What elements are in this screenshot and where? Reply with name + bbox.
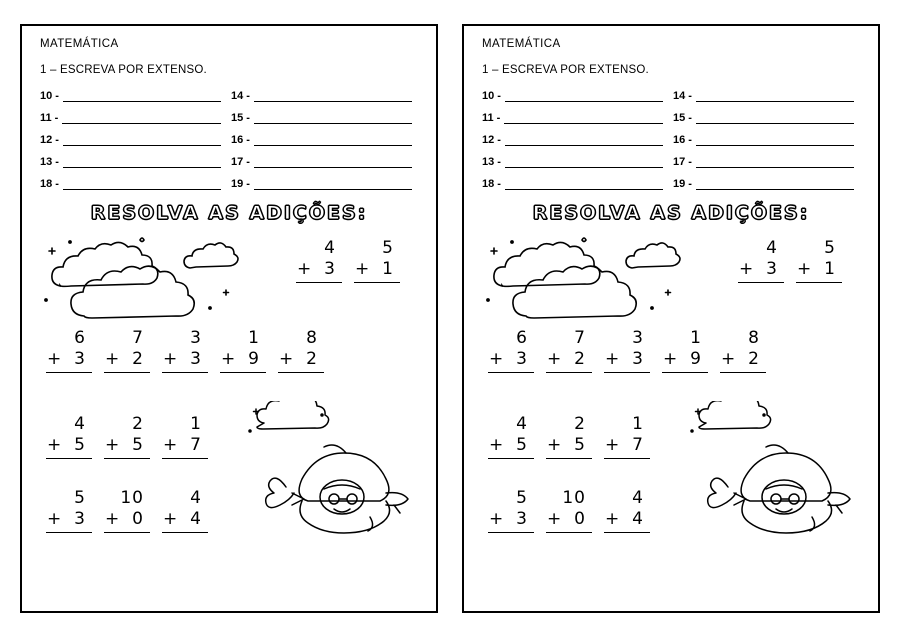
plus-sign: + [739,259,755,280]
answer-line[interactable] [63,91,221,102]
addend-value: 4 [632,509,644,530]
addition-problem[interactable] [488,414,534,459]
activity-title: RESOLVA AS ADIÇÕES: [90,202,368,224]
write-out-cell [231,156,422,168]
addition-problem[interactable] [220,328,266,373]
addend-top: 2 [574,414,586,434]
addition-problem[interactable] [46,414,92,459]
answer-line[interactable] [505,135,663,146]
answer-line[interactable] [696,113,854,124]
addend-top: 1 [690,328,702,348]
subject-heading: MATEMÁTICA [40,38,119,50]
answer-line[interactable] [696,157,854,168]
addend-top: 7 [574,328,586,348]
addend-bottom [104,435,150,458]
addend-value: 4 [190,509,202,530]
addition-problem[interactable] [104,488,150,533]
write-out-label: 15 - [673,112,692,124]
addend-bottom [104,349,150,372]
addend-value: 2 [306,349,318,370]
addition-problem[interactable] [162,328,208,373]
addition-row [46,488,220,533]
write-out-label: 18 - [482,178,501,190]
addend-bottom [546,435,592,458]
addend-bottom [796,259,842,282]
addend-bottom [162,435,208,458]
write-out-cell [231,134,422,146]
addend-value: 3 [190,349,202,370]
addend-bottom [46,435,92,458]
answer-line[interactable] [505,91,663,102]
addend-bottom [720,349,766,372]
plus-sign: + [663,349,679,370]
plus-sign: + [489,349,505,370]
plus-sign: + [547,509,563,530]
addend-top: 7 [132,328,144,348]
addend-value: 3 [516,349,528,370]
addition-problem[interactable] [296,238,342,283]
plus-sign: + [163,435,179,456]
answer-line[interactable] [63,179,221,190]
write-out-label: 12 - [482,134,501,146]
write-out-label: 15 - [231,112,250,124]
addend-top: 3 [190,328,202,348]
answer-line[interactable] [254,113,412,124]
instruction-text: 1 – ESCREVA POR EXTENSO. [40,64,207,76]
plus-sign: + [279,349,295,370]
addition-row [488,488,662,533]
answer-line[interactable] [505,157,663,168]
addition-row [46,328,336,373]
addend-value: 3 [766,259,778,280]
airplane-illustration [242,401,422,541]
plus-sign: + [105,509,121,530]
addend-value: 0 [574,509,586,530]
addend-value: 7 [632,435,644,456]
addend-value: 3 [324,259,336,280]
write-out-list [40,90,422,190]
addend-bottom [162,509,208,532]
addend-value: 5 [574,435,586,456]
write-out-cell [482,90,673,102]
addend-bottom [354,259,400,282]
plus-sign: + [105,349,121,370]
addition-problem[interactable] [46,328,92,373]
plus-sign: + [605,435,621,456]
addition-problem[interactable] [738,238,784,283]
plus-sign: + [489,509,505,530]
write-out-row [482,156,864,168]
addend-top: 1 [190,414,202,434]
write-out-cell [673,134,864,146]
addend-bottom [604,435,650,458]
addition-problem[interactable] [546,414,592,459]
plus-sign: + [797,259,813,280]
addition-problem[interactable] [488,488,534,533]
addition-row [296,238,412,283]
addition-problem[interactable] [104,414,150,459]
addend-value: 5 [516,435,528,456]
addend-value: 5 [132,435,144,456]
addition-row [46,414,220,459]
plus-sign: + [547,349,563,370]
addend-top: 4 [632,488,644,508]
addend-value: 7 [190,435,202,456]
addend-bottom [46,509,92,532]
write-out-label: 12 - [40,134,59,146]
addend-bottom [604,509,650,532]
plus-sign: + [47,349,63,370]
worksheet-left [20,24,438,613]
plus-sign: + [721,349,737,370]
plus-sign: + [221,349,237,370]
addition-row [738,238,854,283]
addend-bottom [546,349,592,372]
plus-sign: + [605,509,621,530]
write-out-cell [482,178,673,190]
write-out-label: 18 - [40,178,59,190]
addend-top: 6 [74,328,86,348]
write-out-label: 16 - [673,134,692,146]
addition-row [488,328,778,373]
clouds-illustration [482,228,682,324]
write-out-cell [40,156,231,168]
answer-line[interactable] [254,179,412,190]
clouds-illustration [40,228,240,324]
write-out-row [482,90,864,102]
write-out-cell [231,178,422,190]
write-out-row [40,134,422,146]
addend-value: 3 [74,349,86,370]
addend-top: 2 [132,414,144,434]
addend-top: 8 [306,328,318,348]
addend-top: 5 [824,238,836,258]
addend-top: 5 [382,238,394,258]
addition-problem[interactable] [662,328,708,373]
write-out-label: 10 - [482,90,501,102]
worksheet-right [462,24,880,613]
addend-bottom [488,435,534,458]
addend-top: 4 [190,488,202,508]
write-out-label: 19 - [231,178,250,190]
answer-line[interactable] [254,157,412,168]
addition-problem[interactable] [162,414,208,459]
write-out-label: 16 - [231,134,250,146]
write-out-row [482,112,864,124]
write-out-row [40,90,422,102]
additions-activity [36,200,422,545]
write-out-cell [482,134,673,146]
answer-line[interactable] [696,135,854,146]
addition-problem[interactable] [604,328,650,373]
addend-value: 1 [824,259,836,280]
addition-problem[interactable] [720,328,766,373]
write-out-row [40,178,422,190]
addend-top: 6 [516,328,528,348]
write-out-list [482,90,864,190]
write-out-cell [231,90,422,102]
addend-top: 4 [74,414,86,434]
write-out-row [482,178,864,190]
write-out-label: 14 - [231,90,250,102]
addition-problem[interactable] [546,488,592,533]
airplane-illustration [684,401,864,541]
write-out-label: 11 - [40,112,59,124]
addend-top: 8 [748,328,760,348]
write-out-row [482,134,864,146]
addend-bottom [662,349,708,372]
addend-top: 5 [74,488,86,508]
write-out-cell [673,90,864,102]
addition-problem[interactable] [546,328,592,373]
write-out-cell [673,178,864,190]
addend-bottom [278,349,324,372]
write-out-cell [231,112,422,124]
instruction-text: 1 – ESCREVA POR EXTENSO. [482,64,649,76]
addend-bottom [46,349,92,372]
addend-top: 1 [632,414,644,434]
write-out-cell [673,156,864,168]
write-out-cell [40,90,231,102]
write-out-cell [40,134,231,146]
write-out-label: 13 - [482,156,501,168]
answer-line[interactable] [254,91,412,102]
plus-sign: + [547,435,563,456]
write-out-cell [40,178,231,190]
addition-problem[interactable] [162,488,208,533]
plus-sign: + [47,509,63,530]
addend-bottom [738,259,784,282]
write-out-label: 10 - [40,90,59,102]
addend-bottom [488,349,534,372]
addend-value: 1 [382,259,394,280]
addend-value: 2 [132,349,144,370]
addend-value: 9 [690,349,702,370]
addend-top: 4 [516,414,528,434]
plus-sign: + [163,509,179,530]
addend-bottom [488,509,534,532]
write-out-label: 11 - [482,112,501,124]
answer-line[interactable] [63,157,221,168]
write-out-row [40,156,422,168]
addend-bottom [604,349,650,372]
addend-bottom [296,259,342,282]
answer-line[interactable] [505,179,663,190]
addend-value: 2 [748,349,760,370]
addition-problem[interactable] [796,238,842,283]
write-out-label: 14 - [673,90,692,102]
addend-top: 4 [766,238,778,258]
addend-bottom [162,349,208,372]
write-out-label: 19 - [673,178,692,190]
addition-problem[interactable] [604,488,650,533]
addend-bottom [546,509,592,532]
plus-sign: + [163,349,179,370]
addition-problem[interactable] [46,488,92,533]
write-out-cell [40,112,231,124]
plus-sign: + [355,259,371,280]
addition-problem[interactable] [354,238,400,283]
addend-value: 9 [248,349,260,370]
addition-problem[interactable] [604,414,650,459]
addend-top: 3 [632,328,644,348]
answer-line[interactable] [696,91,854,102]
addend-top: 4 [324,238,336,258]
plus-sign: + [605,349,621,370]
write-out-label: 17 - [673,156,692,168]
answer-line[interactable] [254,135,412,146]
write-out-label: 13 - [40,156,59,168]
write-out-cell [482,156,673,168]
plus-sign: + [297,259,313,280]
additions-activity [478,200,864,545]
addend-value: 2 [574,349,586,370]
addend-top: 5 [516,488,528,508]
addend-value: 3 [74,509,86,530]
answer-line[interactable] [696,179,854,190]
answer-line[interactable] [62,113,221,124]
addend-top: 1 [248,328,260,348]
write-out-row [40,112,422,124]
answer-line[interactable] [504,113,663,124]
subject-heading: MATEMÁTICA [482,38,561,50]
plus-sign: + [47,435,63,456]
plus-sign: + [489,435,505,456]
write-out-label: 17 - [231,156,250,168]
addition-problem[interactable] [278,328,324,373]
addition-row [488,414,662,459]
addend-bottom [220,349,266,372]
addend-top: 10 [562,488,586,508]
addend-bottom [104,509,150,532]
write-out-cell [482,112,673,124]
addend-value: 3 [516,509,528,530]
write-out-cell [673,112,864,124]
activity-title: RESOLVA AS ADIÇÕES: [532,202,810,224]
addend-value: 0 [132,509,144,530]
addition-problem[interactable] [104,328,150,373]
plus-sign: + [105,435,121,456]
answer-line[interactable] [63,135,221,146]
addend-value: 3 [632,349,644,370]
addition-problem[interactable] [488,328,534,373]
addend-value: 5 [74,435,86,456]
addend-top: 10 [120,488,144,508]
